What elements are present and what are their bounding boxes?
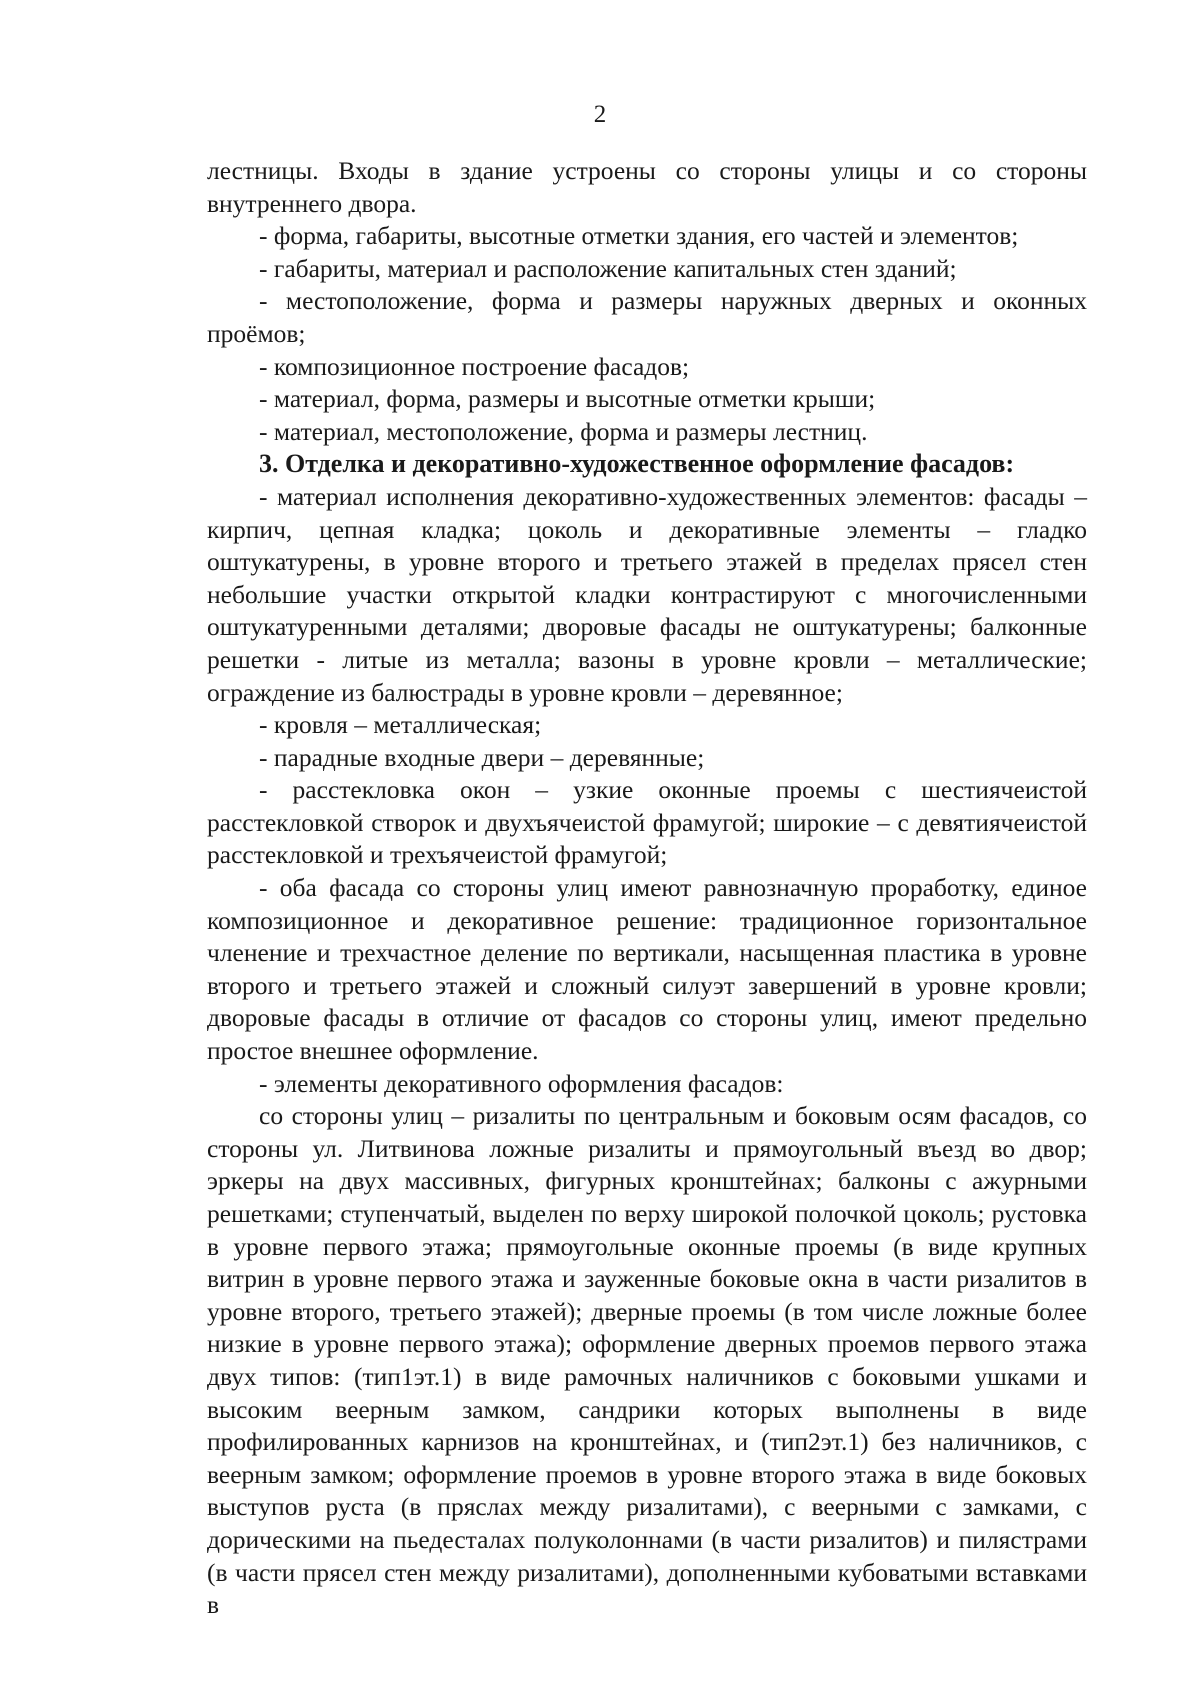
list-item-form-dimensions: - форма, габариты, высотные отметки здания, его частей и элементов; [259,221,1019,251]
list-item-composition: - композиционное построение фасадов; [259,351,690,381]
paragraph-stairs-entrances: лестницы. Входы в здание устроены со стороны улицы и со стороны внутреннего двора. [207,156,1087,218]
list-item-glazing: - расстекловка окон – узкие оконные проемы с шестиячеистой расстекловкой створок и двухъячеистой фрамугой; широкие – с девятиячеистой расстекловкой и трехъячеистой фрамугой; [207,775,1087,870]
list-item-doors: - парадные входные двери – деревянные; [259,742,705,772]
list-item-roof: - материал, форма, размеры и высотные отметки крыши; [259,384,876,414]
page-number: 2 [593,101,607,128]
list-item-decor-elements: - элементы декоративного оформления фасадов: [259,1068,784,1098]
list-item-walls: - габариты, материал и расположение капитальных стен зданий; [259,253,957,283]
list-item-materials: - материал исполнения декоративно-художественных элементов: фасады – кирпич, цепная кладка; цоколь и декоративные элементы – гладко оштукатурены, в уровне второго и третьего этажей в пределах прясел стен небольшие участки открытой кладки контрастируют с многочисленными оштукатуренными деталями; дворовые фасады не оштукатурены; балконные решетки - литые из металла; вазоны в уровне кровли – металлические; ограждение из балюстрады в уровне кровли – деревянное; [207,481,1087,707]
section-heading-facade-finish: 3. Отделка и декоративно-художественное оформление фасадов: [259,449,1015,479]
body-text [207,155,1087,1622]
paragraph-street-side: со стороны улиц – ризалиты по центральным и боковым осям фасадов, со стороны ул. Литвинова ложные ризалиты и прямоугольный въезд во двор; эркеры на двух массивных, фигурных кронштейнах; балконы с ажурными решетками; ступенчатый, выделен по верху широкой полочкой цоколь; рустовка в уровне первого этажа; прямоугольные оконные проемы (в виде крупных витрин в уровне первого этажа и зауженные боковые окна в части ризалитов в уровне второго, третьего этажей); дверные проемы (в том числе ложные более низкие в уровне первого этажа); оформление дверных проемов первого этажа двух типов: (тип1эт.1) в виде рамочных наличников с боковыми ушками и высоким веерным замком, сандрики которых выполнены в виде профилированных карнизов на кронштейнах, и (тип2эт.1) без наличников, с веерным замком; оформление проемов в уровне второго этажа в виде боковых выступов руста (в пряслах между ризалитами), с веерными с замками, с дорическими на пьедесталах полуколоннами (в части ризалитов) и пилястрами (в части прясел стен между ризалитами), дополненными кубоватыми вставками в [207,1101,1087,1620]
list-item-stairs: - материал, местоположение, форма и размеры лестниц. [259,416,868,446]
list-item-facades: - оба фасада со стороны улиц имеют равнозначную проработку, единое композиционное и декоративное решение: традиционное горизонтальное членение и трехчастное деление по вертикали, насыщенная пластика в уровне второго и третьего этажей и сложный силуэт завершений в уровне кровли; дворовые фасады в отличие от фасадов со стороны улиц, имеют предельно простое внешнее оформление. [207,873,1087,1066]
list-item-openings: - местоположение, форма и размеры наружных дверных и оконных проёмов; [207,286,1087,348]
list-item-roofing: - кровля – металлическая; [259,710,542,740]
